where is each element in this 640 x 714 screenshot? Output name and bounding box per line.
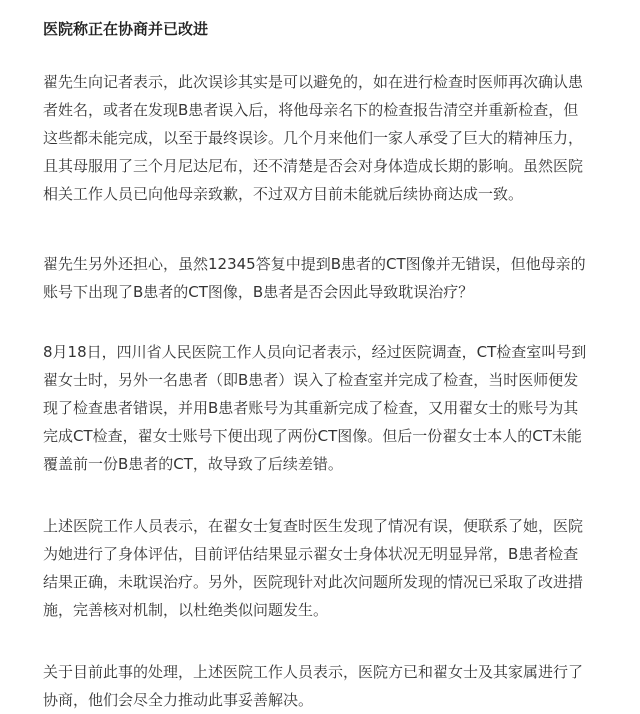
paragraph-line: 翟先生另外还担心，虽然12345答复中提到B患者的CT图像并无错误，但他母亲的 bbox=[43, 255, 586, 273]
paragraph bbox=[43, 68, 583, 208]
paragraph-line: 这些都未能完成，以至于最终误诊。几个月来他们一家人承受了巨大的精神压力， bbox=[43, 129, 584, 147]
paragraph-line: 施，完善核对机制，以杜绝类似问题发生。 bbox=[43, 601, 329, 619]
paragraph bbox=[43, 512, 583, 624]
paragraph-line: 完成CT检查，翟女士账号下便出现了两份CT图像。但后一份翟女士本人的CT未能 bbox=[43, 427, 582, 445]
paragraph-line: 者姓名，或者在发现B患者误入后，将他母亲名下的检查报告清空并重新检查，但 bbox=[43, 101, 579, 119]
paragraph-line: 关于目前此事的处理，上述医院工作人员表示，医院方已和翟女士及其家属进行了 bbox=[43, 663, 584, 681]
paragraph-line: 为她进行了身体评估，目前评估结果显示翟女士身体状况无明显异常，B患者检查 bbox=[43, 545, 579, 563]
paragraph-line: 且其母服用了三个月尼达尼布，还不清楚是否会对身体造成长期的影响。虽然医院 bbox=[43, 157, 584, 175]
article-heading: 医院称正在协商并已改进 bbox=[43, 20, 209, 38]
paragraph bbox=[43, 338, 586, 478]
paragraph-line: 翟先生向记者表示，此次误诊其实是可以避免的，如在进行检查时医师再次确认患 bbox=[43, 73, 584, 91]
paragraph-line: 8月18日，四川省人民医院工作人员向记者表示，经过医院调查，CT检查室叫号到 bbox=[43, 343, 587, 361]
paragraph-line: 覆盖前一份B患者的CT，故导致了后续差错。 bbox=[43, 455, 343, 473]
paragraph-line: 翟女士时，另外一名患者（即B患者）误入了检查室并完成了检查，当时医师便发 bbox=[43, 371, 579, 389]
paragraph-line: 结果正确，未耽误治疗。另外，医院现针对此次问题所发现的情况已采取了改进措 bbox=[43, 573, 584, 591]
paragraph-line: 上述医院工作人员表示，在翟女士复查时医生发现了情况有误，便联系了她，医院 bbox=[43, 517, 584, 535]
paragraph bbox=[43, 250, 586, 306]
paragraph-line: 协商，他们会尽全力推动此事妥善解决。 bbox=[43, 691, 314, 709]
paragraph-line: 账号下出现了B患者的CT图像，B患者是否会因此导致耽误治疗？ bbox=[43, 283, 474, 301]
paragraph-line: 现了检查患者错误，并用B患者账号为其重新完成了检查，又用翟女士的账号为其 bbox=[43, 399, 579, 417]
paragraph bbox=[43, 658, 583, 714]
paragraph-line: 相关工作人员已向他母亲致歉，不过双方目前未能就后续协商达成一致。 bbox=[43, 185, 524, 203]
